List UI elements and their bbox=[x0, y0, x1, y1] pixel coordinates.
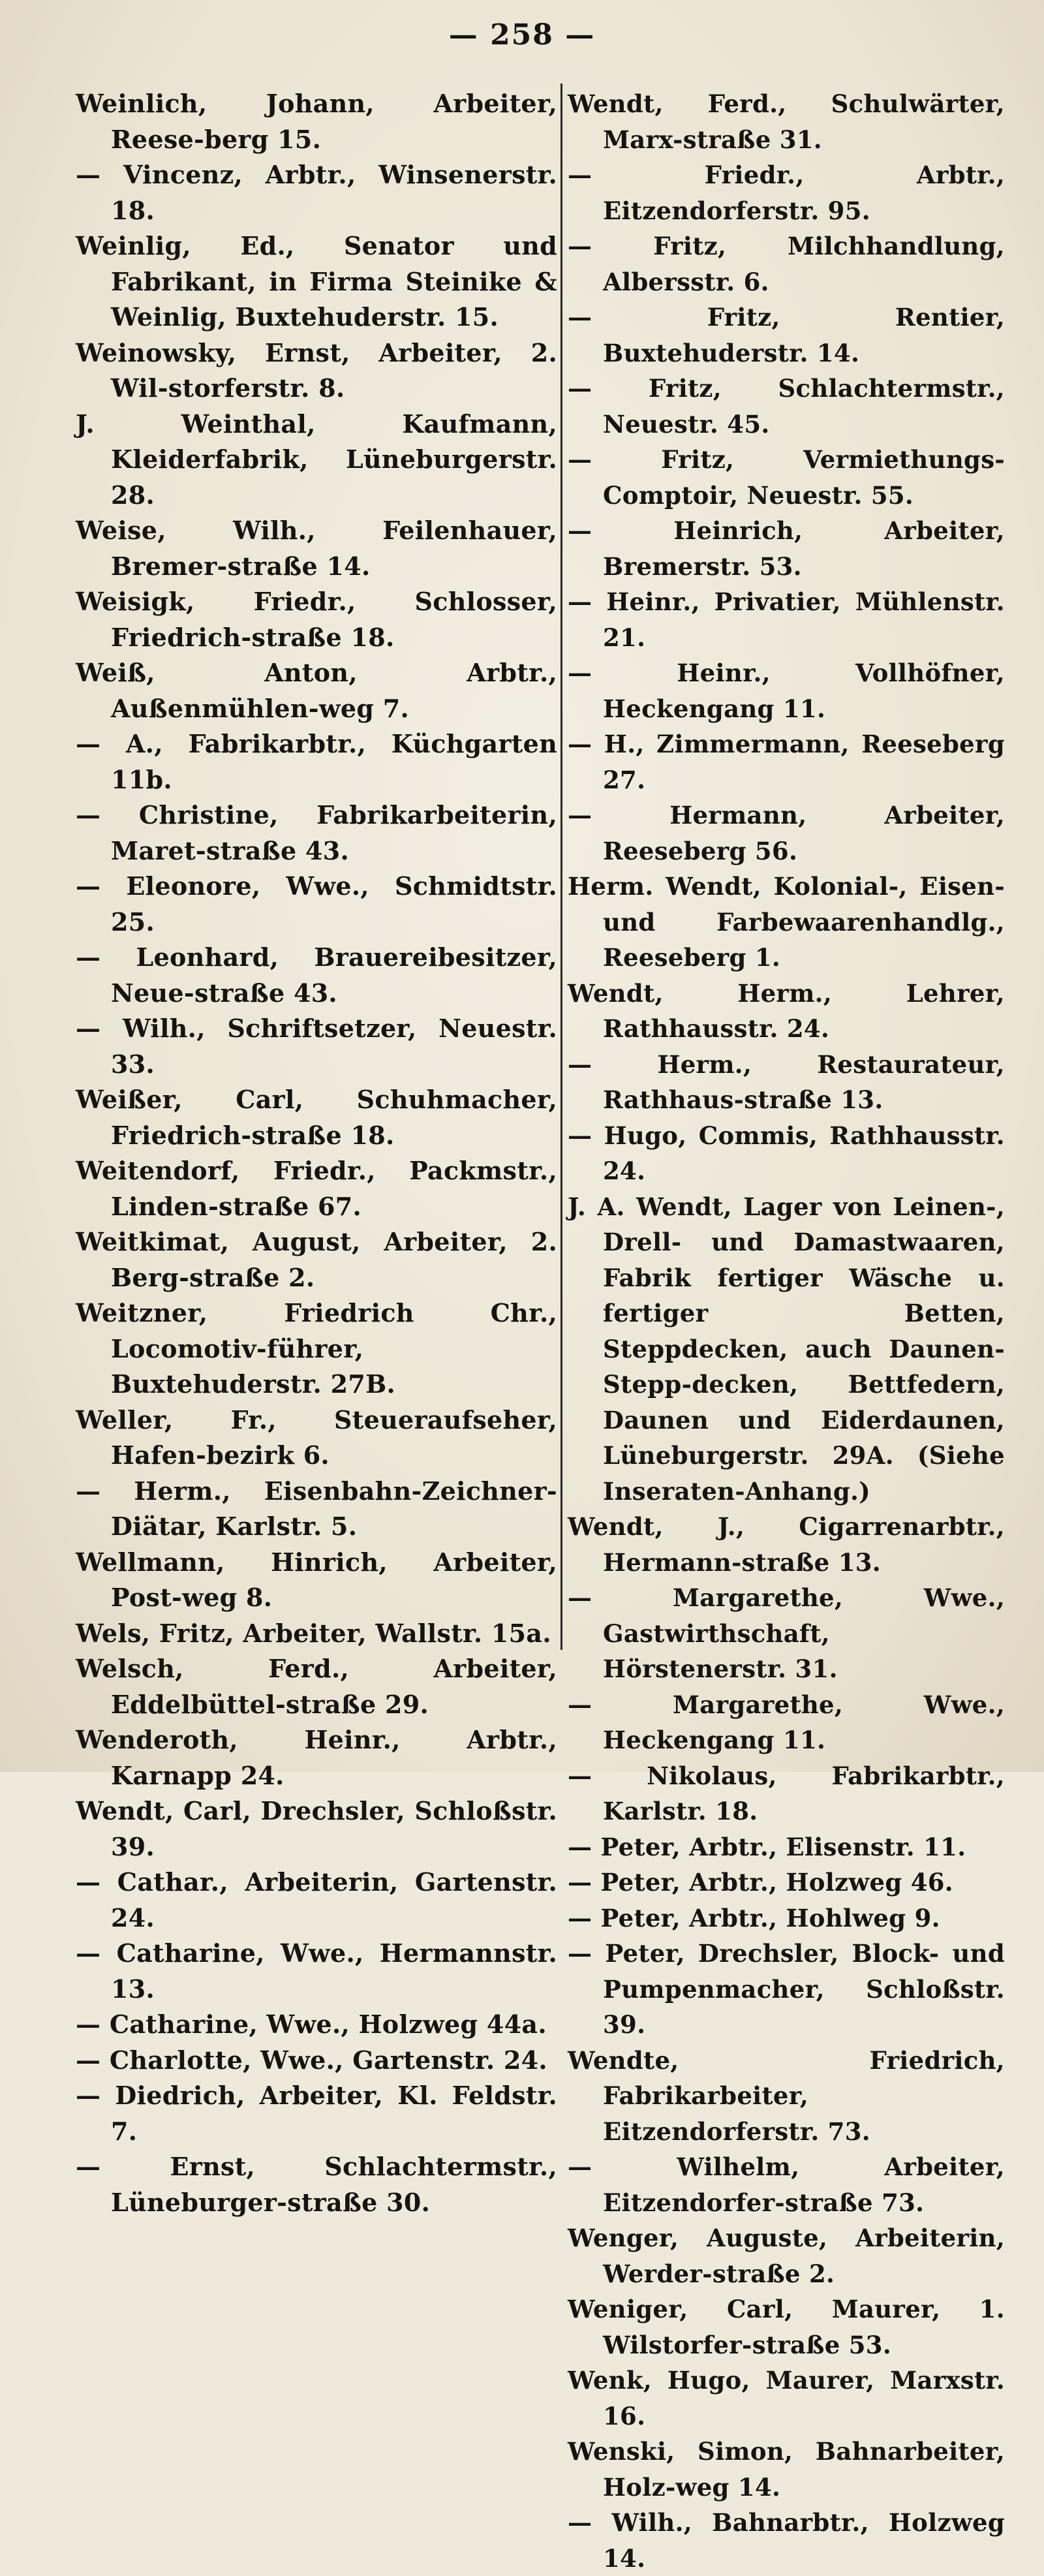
directory-entry: Weller, Fr., Steueraufseher, Hafen-bezirk 6. bbox=[76, 1404, 557, 1470]
directory-entry: — Catharine, Wwe., Hermannstr. 13. bbox=[76, 1938, 557, 2004]
directory-entry: Weitzner, Friedrich Chr., Locomotiv-führer, Buxtehuderstr. 27B. bbox=[76, 1298, 557, 1399]
directory-entry: Weitkimat, August, Arbeiter, 2. Berg-straße 2. bbox=[76, 1227, 557, 1292]
directory-entry: Weniger, Carl, Maurer, 1. Wilstorfer-straße 53. bbox=[568, 2295, 1005, 2359]
directory-entry: — Wilh., Schriftsetzer, Neuestr. 33. bbox=[76, 1014, 557, 1079]
directory-entry: — Catharine, Wwe., Holzweg 44a. bbox=[76, 2010, 547, 2039]
directory-entry: — Hermann, Arbeiter, Reeseberg 56. bbox=[568, 801, 1005, 865]
directory-entry: — Wilh., Bahnarbtr., Holzweg 14. bbox=[568, 2508, 1005, 2573]
directory-entry: — Ernst, Schlachtermstr., Lüneburger-straße 30. bbox=[76, 2152, 557, 2217]
directory-entry: — Wilhelm, Arbeiter, Eitzendorfer-straße 73. bbox=[568, 2152, 1005, 2217]
directory-entry: — Charlotte, Wwe., Gartenstr. 24. bbox=[76, 2045, 547, 2075]
directory-entry: — Diedrich, Arbeiter, Kl. Feldstr. 7. bbox=[76, 2081, 557, 2146]
directory-entry: Weinowsky, Ernst, Arbeiter, 2. Wil-storferstr. 8. bbox=[76, 337, 557, 403]
directory-entry: — A., Fabrikarbtr., Küchgarten 11b. bbox=[76, 729, 557, 794]
directory-entry: Wenk, Hugo, Maurer, Marxstr. 16. bbox=[568, 2366, 1005, 2430]
directory-entry: — Vincenz, Arbtr., Winsenerstr. 18. bbox=[76, 160, 557, 225]
directory-entry: Wendt, Ferd., Schulwärter, Marx-straße 31. bbox=[568, 89, 1005, 154]
directory-entry: Weiß, Anton, Arbtr., Außenmühlen-weg 7. bbox=[76, 658, 557, 723]
directory-entry: — Fritz, Vermiethungs-Comptoir, Neuestr. 55. bbox=[568, 445, 1005, 510]
directory-entry: — Herm., Eisenbahn-Zeichner-Diätar, Karlstr. 5. bbox=[76, 1476, 557, 1541]
left-column bbox=[76, 86, 557, 2220]
column-divider bbox=[560, 84, 562, 1650]
right-column bbox=[568, 86, 1005, 2576]
directory-entry: Weißer, Carl, Schuhmacher, Friedrich-straße 18. bbox=[76, 1085, 557, 1150]
directory-entry: — Heinr., Vollhöfner, Heckengang 11. bbox=[568, 659, 1005, 723]
directory-entry: Wenderoth, Heinr., Arbtr., Karnapp 24. bbox=[76, 1725, 557, 1790]
directory-entry: Wendt, Herm., Lehrer, Rathhausstr. 24. bbox=[568, 978, 1005, 1043]
directory-entry: Herm. Wendt, Kolonial-, Eisen- und Farbewaarenhandlg., Reeseberg 1. bbox=[568, 872, 1005, 972]
directory-entry: — Hugo, Commis, Rathhausstr. 24. bbox=[568, 1121, 1005, 1185]
directory-entry: — Fritz, Rentier, Buxtehuderstr. 14. bbox=[568, 303, 1005, 367]
directory-entry: — Peter, Arbtr., Hohlweg 9. bbox=[568, 1903, 940, 1932]
directory-entry: — Margarethe, Wwe., Gastwirthschaft, Hörstenerstr. 31. bbox=[568, 1583, 1005, 1683]
directory-entry: — Cathar., Arbeiterin, Gartenstr. 24. bbox=[76, 1867, 557, 1932]
directory-entry: Weisigk, Friedr., Schlosser, Friedrich-straße 18. bbox=[76, 587, 557, 652]
directory-entry: Wendt, J., Cigarrenarbtr., Hermann-straße 13. bbox=[568, 1512, 1005, 1577]
directory-entry: — Peter, Arbtr., Holzweg 46. bbox=[568, 1868, 953, 1897]
directory-entry: Wenger, Auguste, Arbeiterin, Werder-straße 2. bbox=[568, 2224, 1005, 2288]
directory-entry: — Leonhard, Brauereibesitzer, Neue-straße 43. bbox=[76, 942, 557, 1008]
directory-entry: — H., Zimmermann, Reeseberg 27. bbox=[568, 730, 1005, 794]
directory-entry: Wenski, Simon, Bahnarbeiter, Holz-weg 14. bbox=[568, 2437, 1005, 2502]
directory-entry: — Fritz, Schlachtermstr., Neuestr. 45. bbox=[568, 374, 1005, 439]
directory-entry: — Margarethe, Wwe., Heckengang 11. bbox=[568, 1690, 1005, 1754]
directory-entry: — Peter, Drechsler, Block- und Pumpenmacher, Schloßstr. 39. bbox=[568, 1939, 1005, 2039]
directory-entry: Wendt, Carl, Drechsler, Schloßstr. 39. bbox=[76, 1796, 557, 1861]
directory-entry: Weinlich, Johann, Arbeiter, Reese-berg 15. bbox=[76, 89, 557, 154]
directory-entry: Wellmann, Hinrich, Arbeiter, Post-weg 8. bbox=[76, 1547, 557, 1612]
directory-entry: Weinlig, Ed., Senator und Fabrikant, in Firma Steinike & Weinlig, Buxtehuderstr. 15. bbox=[76, 231, 557, 332]
directory-entry: — Herm., Restaurateur, Rathhaus-straße 13. bbox=[568, 1049, 1005, 1114]
directory-entry: — Eleonore, Wwe., Schmidtstr. 25. bbox=[76, 871, 557, 937]
directory-entry: — Peter, Arbtr., Elisenstr. 11. bbox=[568, 1832, 966, 1861]
directory-entry: — Nikolaus, Fabrikarbtr., Karlstr. 18. bbox=[568, 1761, 1005, 1825]
directory-entry: Weise, Wilh., Feilenhauer, Bremer-straße 14. bbox=[76, 516, 557, 581]
directory-entry: — Christine, Fabrikarbeiterin, Maret-straße 43. bbox=[76, 800, 557, 865]
directory-entry: — Heinrich, Arbeiter, Bremerstr. 53. bbox=[568, 516, 1005, 581]
directory-entry: Wels, Fritz, Arbeiter, Wallstr. 15a. bbox=[76, 1618, 551, 1648]
directory-entry: — Fritz, Milchhandlung, Albersstr. 6. bbox=[568, 232, 1005, 296]
directory-entry: — Heinr., Privatier, Mühlenstr. 21. bbox=[568, 587, 1005, 652]
directory-entry: Weitendorf, Friedr., Packmstr., Linden-straße 67. bbox=[76, 1156, 557, 1221]
directory-entry: J. A. Wendt, Lager von Leinen-, Drell- und Damastwaaren, Fabrik fertiger Wäsche u. fertiger Betten, Steppdecken, auch Daunen-Stepp-decken, Bettfedern, Daunen und Eiderdaunen, Lüneburgerstr. 29A. (Siehe Inseraten-Anhang.) bbox=[568, 1192, 1005, 1506]
directory-entry: Wendte, Friedrich, Fabrikarbeiter, Eitzendorferstr. 73. bbox=[568, 2045, 1005, 2146]
page-number: — 258 — bbox=[448, 18, 596, 52]
directory-entry: Welsch, Ferd., Arbeiter, Eddelbüttel-straße 29. bbox=[76, 1654, 557, 1719]
directory-entry: — Friedr., Arbtr., Eitzendorferstr. 95. bbox=[568, 161, 1005, 225]
directory-entry: J. Weinthal, Kaufmann, Kleiderfabrik, Lüneburgerstr. 28. bbox=[76, 409, 557, 510]
